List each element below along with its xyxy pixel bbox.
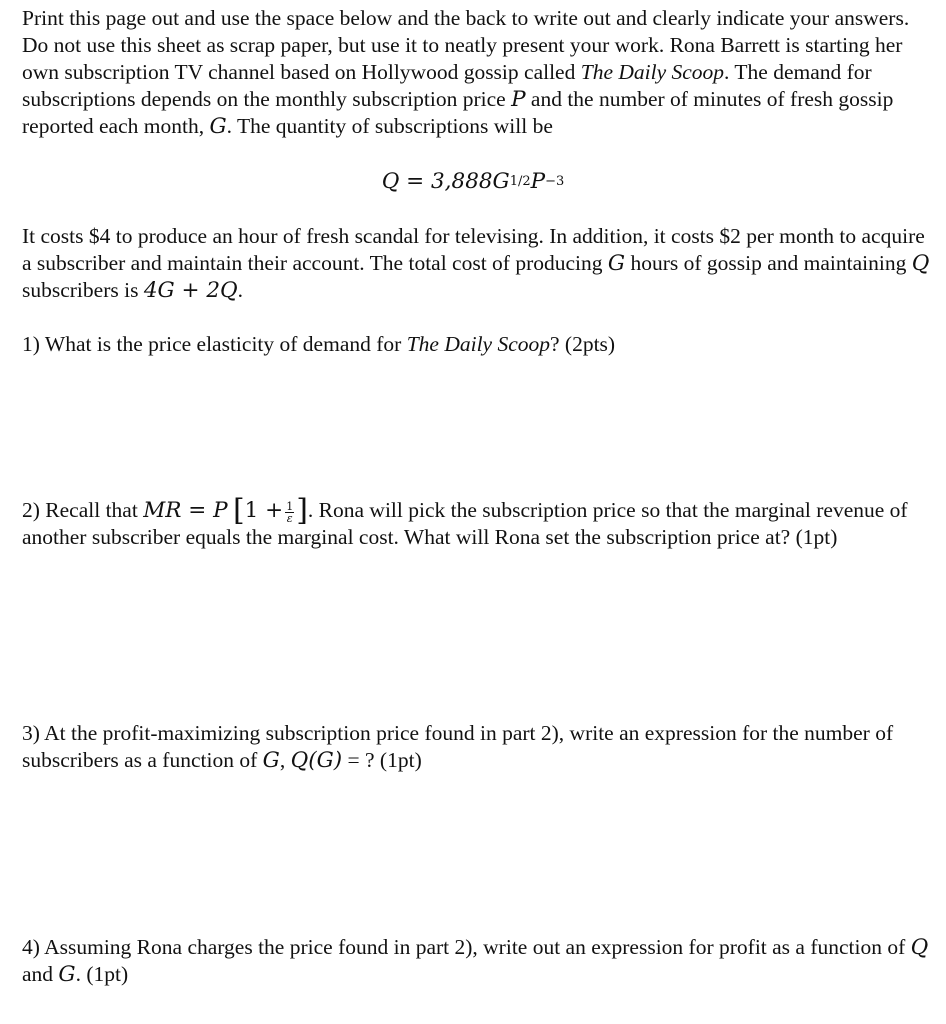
question-4-var-g: G [58, 962, 76, 987]
fraction-numerator: 1 [286, 499, 294, 513]
intro-text: Print this page out and use the space below and the back to write out and clearly indicate your answers. Do not use this sheet as scrap paper, but use it to neatly present your work. Rona Barrett is starting her own subscription TV channel based on Hollywood gossip called [22, 6, 910, 84]
question-3-text-1: 3) At the profit-maximizing subscription price found in part 2), write an expression for the number of subscribers as a function of [22, 721, 894, 772]
elasticity-fraction [285, 501, 294, 524]
equation-lhs: Q = 3,888G [381, 169, 510, 194]
intro-text-4: . The quantity of subscriptions will be [226, 114, 553, 138]
costs-text-2: hours of gossip and maintaining [625, 251, 912, 275]
question-1-text: 1) What is the price elasticity of demand for [22, 332, 407, 356]
q-of-g: Q(G) [290, 748, 343, 773]
mr-one-plus: 1 + [244, 498, 284, 523]
question-1-show-title: The Daily Scoop [406, 332, 550, 356]
var-g: G [209, 114, 227, 139]
mr-formula: MR = P [143, 498, 228, 523]
costs-end: . [237, 278, 244, 302]
cost-expression: 4G + 2Q [143, 278, 238, 303]
question-2-text-2: . Rona will pick the subscription price so that the marginal revenue of another subscriber equals the marginal cost. What will Rona set the subscription price at? (1pt) [22, 498, 908, 549]
intro-paragraph [22, 5, 932, 140]
costs-text-3: subscribers is [22, 278, 144, 302]
question-4-var-q: Q [910, 935, 929, 960]
question-1 [22, 331, 932, 358]
question-4-text-2: . (1pt) [75, 962, 129, 986]
costs-text-1: It costs $4 to produce an hour of fresh scandal for televising. In addition, it costs $2 per month to acquire a subscriber and maintain their account. The total cost of producing [22, 224, 925, 275]
question-2 [22, 493, 932, 551]
costs-var-g: G [607, 251, 626, 276]
question-3-text-2: = ? (1pt) [342, 748, 422, 772]
costs-var-q: Q [911, 251, 930, 276]
question-2-text-1: 2) Recall that [22, 498, 144, 522]
intro-text-3: and the number of minutes of fresh gossip reported each month, [22, 87, 894, 138]
fraction-denominator: ε [286, 511, 293, 525]
question-3-comma: , [279, 748, 291, 772]
equation-p: P [530, 169, 546, 194]
show-title: The Daily Scoop [580, 60, 725, 84]
var-p: P [511, 87, 526, 112]
question-1-end: ? (2pts) [550, 332, 616, 356]
question-3 [22, 720, 932, 774]
demand-equation [0, 168, 946, 195]
question-4-and: and [22, 962, 59, 986]
question-4 [22, 934, 932, 988]
costs-paragraph [22, 223, 932, 304]
question-4-text-1: 4) Assuming Rona charges the price found in part 2), write out an expression for profit as a function of [22, 935, 911, 959]
right-bracket: ] [296, 493, 308, 528]
intro-text-2: . The demand for subscriptions depends on the monthly subscription price [22, 60, 872, 111]
question-3-var-g: G [262, 748, 280, 773]
equation-exponent-p: −3 [545, 174, 565, 189]
equation-exponent-g: 1/2 [509, 174, 531, 189]
left-bracket: [ [232, 493, 245, 528]
